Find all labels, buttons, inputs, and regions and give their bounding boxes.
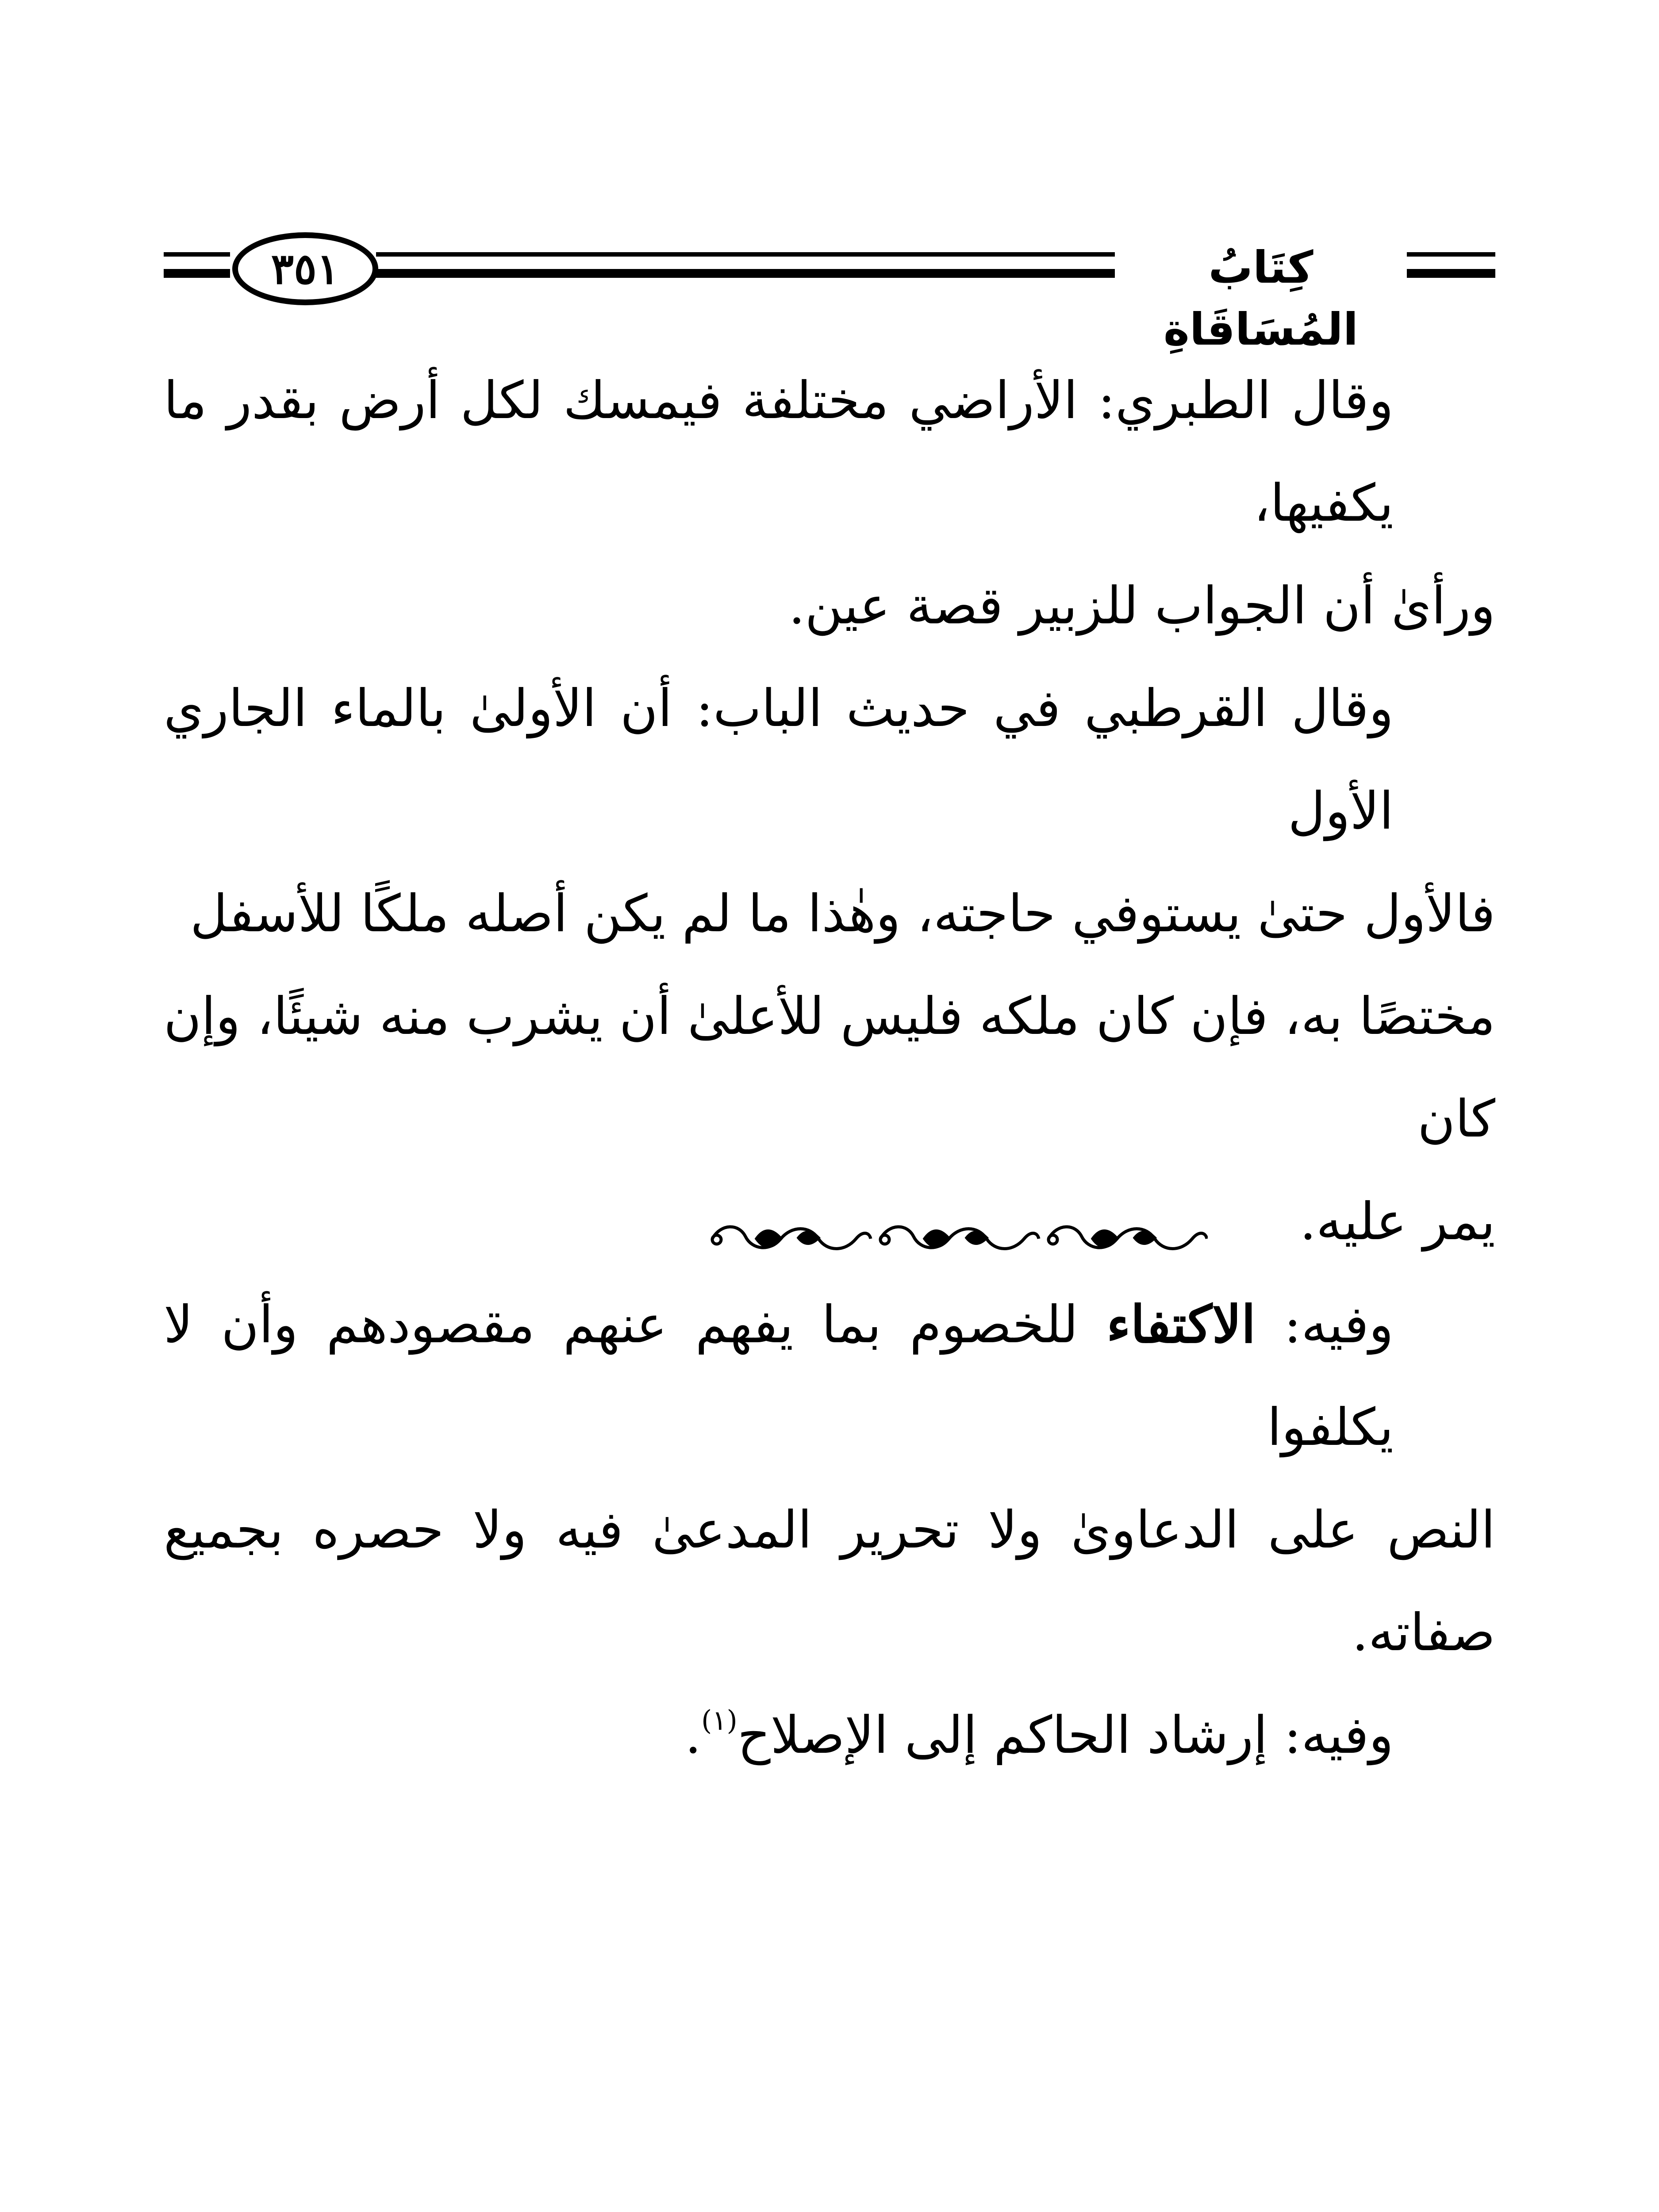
footnote-reference: (١) [701, 1704, 737, 1736]
page-number-oval [232, 232, 378, 305]
paragraph-islah [164, 1684, 1495, 1787]
text-line [164, 1684, 1495, 1787]
ornament-unit [1048, 1227, 1207, 1248]
main-text [164, 349, 1495, 1787]
bold-term: الاكتفاء [1106, 1294, 1256, 1355]
paragraph-tabari [164, 349, 1495, 657]
text-line: وقال القرطبي في حديث الباب: أن الأولىٰ بالماء الجاري الأول [164, 679, 1394, 841]
header-rule-left-bottom [164, 269, 230, 278]
running-header [164, 226, 1495, 355]
paragraph-label: وفيه: [1284, 1295, 1394, 1355]
header-rule-middle-top [376, 252, 1115, 257]
page-number: ٣٥١ [271, 244, 340, 294]
text-line: ورأىٰ أن الجواب للزبير قصة عين. [788, 576, 1495, 636]
text-span: للخصوم بما يفهم عنهم مقصودهم وأن لا يكلفوا [164, 1295, 1394, 1457]
chapter-title: كِتَابُ المُسَاقَاةِ [1115, 237, 1407, 299]
text-line: يمر عليه. [1300, 1192, 1495, 1252]
ornament-unit [712, 1227, 871, 1248]
paragraph-iktifa [164, 1273, 1495, 1684]
paragraph-label: وفيه: [1284, 1705, 1394, 1765]
text-line: مختصًا به، فإن كان ملكه فليس للأعلىٰ أن يشرب منه شيئًا، وإن كان [164, 987, 1495, 1149]
sentence-end: . [685, 1705, 702, 1765]
header-rule-left-top [164, 252, 230, 257]
text-line [164, 1273, 1495, 1479]
header-rule-right-bottom [1407, 269, 1495, 278]
floral-divider-ornament-icon [703, 1212, 1208, 1265]
ornament-unit [880, 1227, 1039, 1248]
text-line: وقال الطبري: الأراضي مختلفة فيمسك لكل أرض بقدر ما يكفيها، [164, 371, 1394, 533]
header-rule-right-top [1407, 252, 1495, 257]
text-line: فالأول حتىٰ يستوفي حاجته، وهٰذا ما لم يكن أصله ملكًا للأسفل [190, 884, 1495, 944]
text-line: النص على الدعاوىٰ ولا تحرير المدعىٰ فيه ولا حصره بجميع صفاته. [164, 1500, 1495, 1663]
header-rule-middle-bottom [376, 269, 1115, 278]
paragraph-qurtubi [164, 657, 1495, 1273]
text-span: إرشاد الحاكم إلى الإصلاح [737, 1705, 1268, 1765]
